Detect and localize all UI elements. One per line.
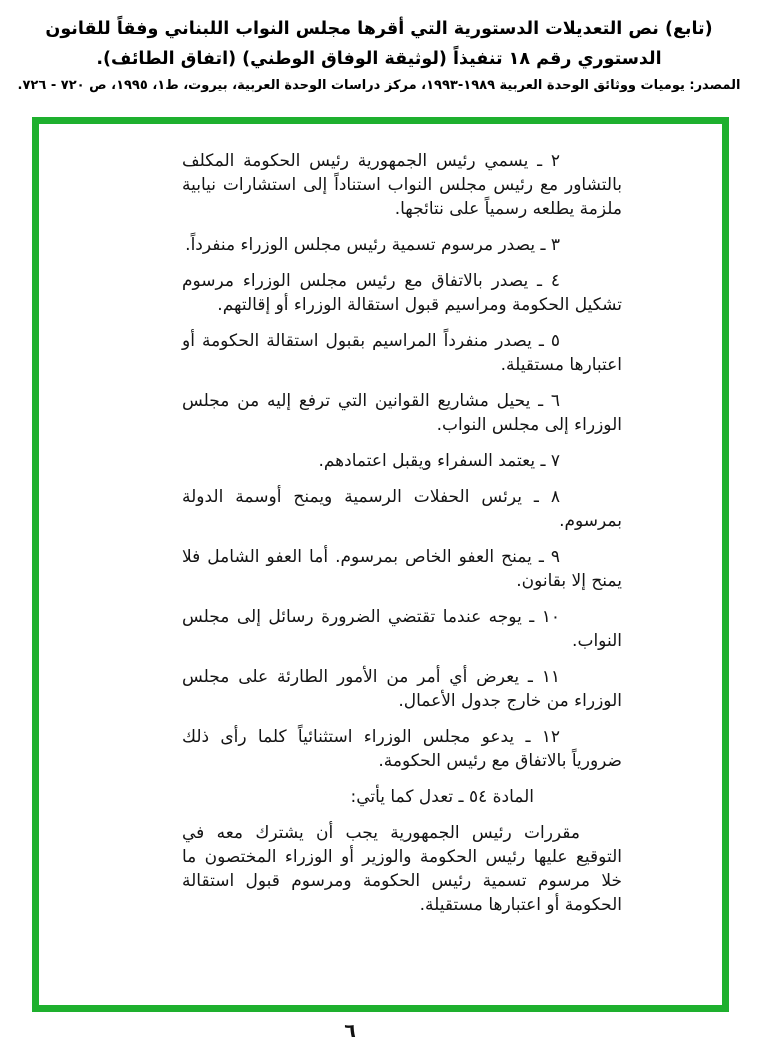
- body-paragraph-3: ٣ ـ يصدر مرسوم تسمية رئيس مجلس الوزراء منفرداً.: [185, 235, 560, 255]
- body-paragraph-6: ٦ ـ يحيل مشاريع القوانين التي ترفع إليه من مجلس الوزراء إلى مجلس النواب.: [182, 391, 622, 435]
- article-54-heading: المادة ٥٤ ـ تعدل كما يأتي:: [350, 787, 534, 807]
- green-border-frame: [32, 117, 729, 1012]
- body-paragraph-7: ٧ ـ يعتمد السفراء ويقبل اعتمادهم.: [318, 451, 560, 471]
- body-text-column: [182, 149, 622, 917]
- body-paragraph-12: ١٢ ـ يدعو مجلس الوزراء استثنائياً كلما رأى ذلك ضرورياً بالاتفاق مع رئيس الحكومة.: [182, 727, 622, 771]
- page-number: ٦: [344, 1020, 356, 1042]
- document-title: (تابع) نص التعديلات الدستورية التي أقرها مجلس النواب اللبناني وفقاً للقانون الدستوري رقم ١٨ تنفيذاً (لوثيقة الوفاق الوطني) (اتفاق الطائف).: [45, 19, 713, 69]
- body-paragraph-2: ٢ ـ يسمي رئيس الجمهورية رئيس الحكومة المكلف بالتشاور مع رئيس مجلس النواب استناداً إلى استشارات نيابية ملزمة يطلعه رسمياً على نتائجها.: [182, 151, 622, 219]
- source-citation: المصدر: يوميات ووثائق الوحدة العربية ١٩٨٩-١٩٩٣، مركز دراسات الوحدة العربية، بيروت، ط١، ١٩٩٥، ص ٧٢٠ - ٧٢٦.: [17, 78, 741, 93]
- body-paragraph-5: ٥ ـ يصدر منفرداً المراسيم بقبول استقالة الحكومة أو اعتبارها مستقيلة.: [182, 331, 622, 375]
- page-header: [0, 14, 758, 93]
- body-paragraph-11: ١١ ـ يعرض أي أمر من الأمور الطارئة على مجلس الوزراء من خارج جدول الأعمال.: [182, 667, 622, 711]
- body-paragraph-8: ٨ ـ يرئس الحفلات الرسمية ويمنح أوسمة الدولة بمرسوم.: [182, 487, 622, 531]
- body-paragraph-10: ١٠ ـ يوجه عندما تقتضي الضرورة رسائل إلى مجلس النواب.: [182, 607, 622, 651]
- body-paragraph-9: ٩ ـ يمنح العفو الخاص بمرسوم. أما العفو الشامل فلا يمنح إلا بقانون.: [182, 547, 622, 591]
- closing-paragraph: مقررات رئيس الجمهورية يجب أن يشترك معه في التوقيع عليها رئيس الحكومة والوزير أو الوزراء المختصون ما خلا مرسوم تسمية رئيس الحكومة ومرسوم قبول استقالة الحكومة أو اعتبارها مستقيلة.: [182, 823, 622, 915]
- body-paragraph-4: ٤ ـ يصدر بالاتفاق مع رئيس مجلس الوزراء مرسوم تشكيل الحكومة ومراسيم قبول استقالة الوزراء أو إقالتهم.: [182, 271, 622, 315]
